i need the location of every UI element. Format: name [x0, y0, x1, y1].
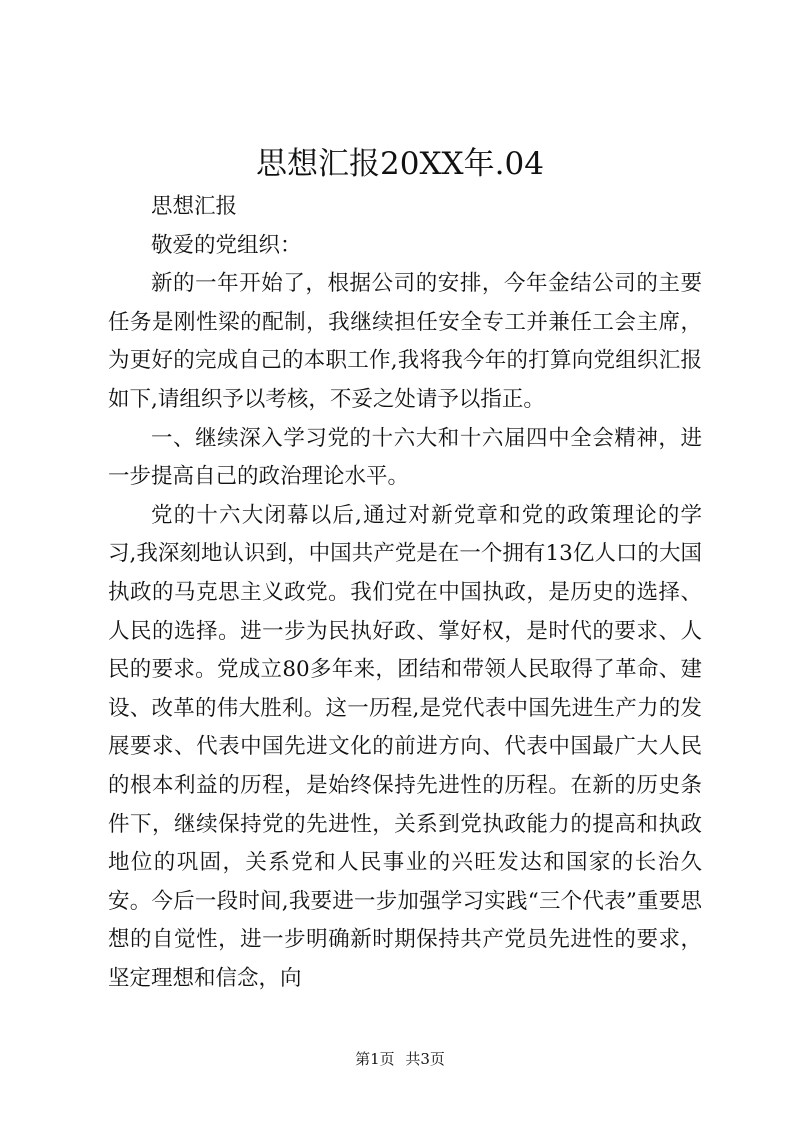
paragraph-salutation: 敬爱的党组织： — [151, 232, 302, 258]
page-number: 第1页 — [355, 1050, 395, 1068]
paragraph-heading: 思想汇报 — [151, 194, 238, 219]
document-body — [108, 188, 702, 998]
page-total: 共3页 — [405, 1050, 445, 1068]
paragraph-section-heading: 一、继续深入学习党的十六大和十六届四中全会精神，进一步提高自己的政治理论水平。 — [108, 425, 702, 490]
paragraph: 党的十六大闭幕以后,通过对新党章和党的政策理论的学习,我深刻地认识到，中国共产党是在一个拥有13亿人口的大国执政的马克思主义政党。我们党在中国执政，是历史的选择、人民的选择。进一步为民执好政、掌好权，是时代的要求、人民的要求。党成立80多年来，团结和带领人民取得了革命、建设、改革的伟大胜利。这一历程,是党代表中国先进生产力的发展要求、代表中国先进文化的前进方向、代表中国最广大人民的根本利益的历程，是始终保持先进性的历程。在新的历史条件下，继续保持党的先进性，关系到党执政能力的提高和执政地位的巩固，关系党和人民事业的兴旺发达和国家的长治久安。今后一段时间,我要进一步加强学习实践“三个代表”重要思想的自觉性，进一步明确新时期保持共产党员先进性的要求，坚定理想和信念，向 — [108, 502, 702, 991]
page-footer — [0, 1048, 800, 1070]
document-title: 思想汇报20XX年.04 — [256, 146, 544, 182]
paragraph: 新的一年开始了，根据公司的安排，今年金结公司的主要任务是刚性梁的配制，我继续担任安全专工并兼任工会主席，为更好的完成自己的本职工作,我将我今年的打算向党组织汇报如下,请组织予以考核，不妥之处请予以指正。 — [108, 271, 702, 412]
